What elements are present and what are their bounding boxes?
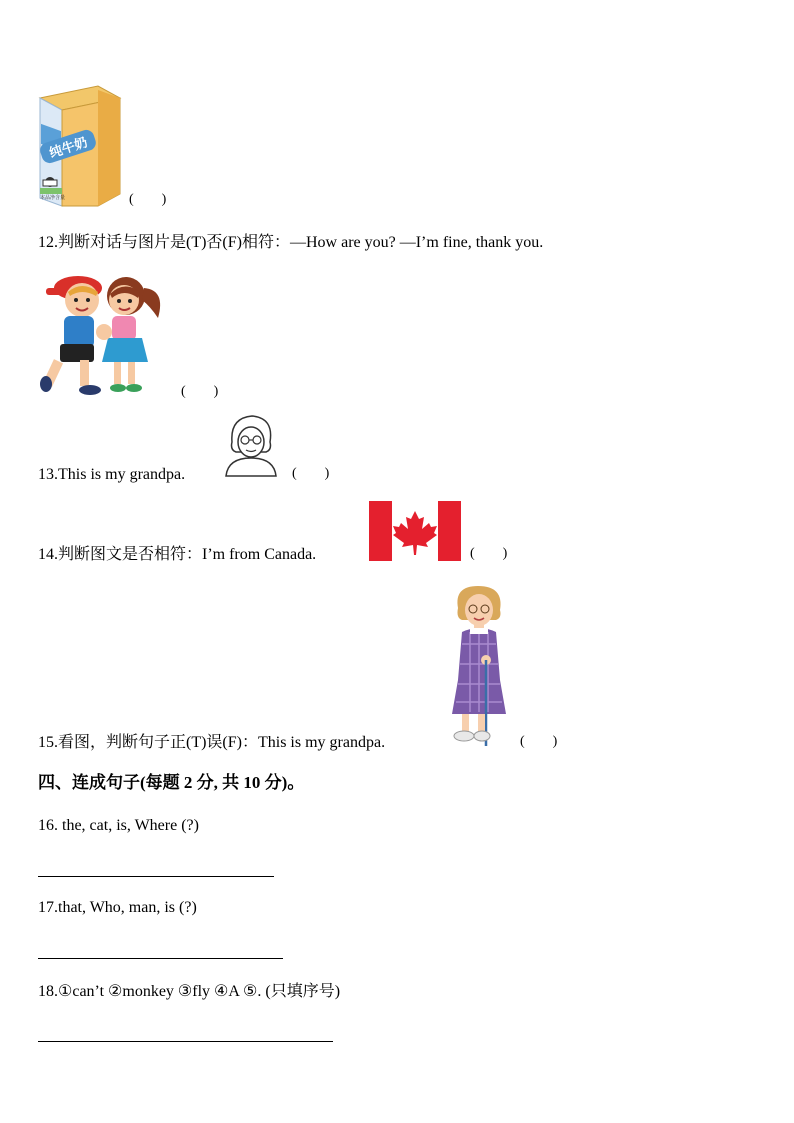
milk-carton-image bbox=[36, 84, 122, 208]
milk-carton-label: 纯牛奶 bbox=[38, 128, 98, 165]
answer-line-18[interactable] bbox=[38, 1041, 333, 1042]
question-13-text: 13.This is my grandpa. bbox=[38, 466, 186, 483]
answer-blank-14[interactable]: ( ) bbox=[470, 546, 508, 561]
question-15-text: 15.看图，判断句子正(T)误(F)：This is my grandpa. bbox=[38, 734, 386, 751]
answer-blank-15[interactable]: ( ) bbox=[520, 734, 558, 749]
question-14-text: 14.判断图文是否相符：I’m from Canada. bbox=[38, 546, 317, 563]
grandma-with-cane-image bbox=[448, 584, 510, 748]
question-18-text: 18.①can’t ②monkey ③fly ④A ⑤. (只填序号) bbox=[38, 983, 341, 1000]
question-17-text: 17.that, Who, man, is (?) bbox=[38, 899, 197, 916]
answer-line-16[interactable] bbox=[38, 876, 274, 877]
question-12-text: 12.判断对话与图片是(T)否(F)相符：—How are you? —I’m fine, thank you. bbox=[38, 234, 544, 251]
milk-carton-small-text: 本品净含量 bbox=[40, 195, 66, 201]
answer-blank-12[interactable]: ( ) bbox=[181, 384, 219, 399]
answer-blank-13[interactable]: ( ) bbox=[292, 466, 330, 481]
grandma-sketch-image bbox=[222, 412, 280, 478]
section-4-title: 四、连成句子(每题 2 分, 共 10 分)。 bbox=[38, 773, 305, 792]
question-16-text: 16. the, cat, is, Where (?) bbox=[38, 817, 199, 834]
answer-line-17[interactable] bbox=[38, 958, 283, 959]
canada-flag-image bbox=[369, 501, 461, 561]
children-greeting-image bbox=[38, 266, 174, 400]
answer-blank-11[interactable]: ( ) bbox=[129, 192, 167, 207]
